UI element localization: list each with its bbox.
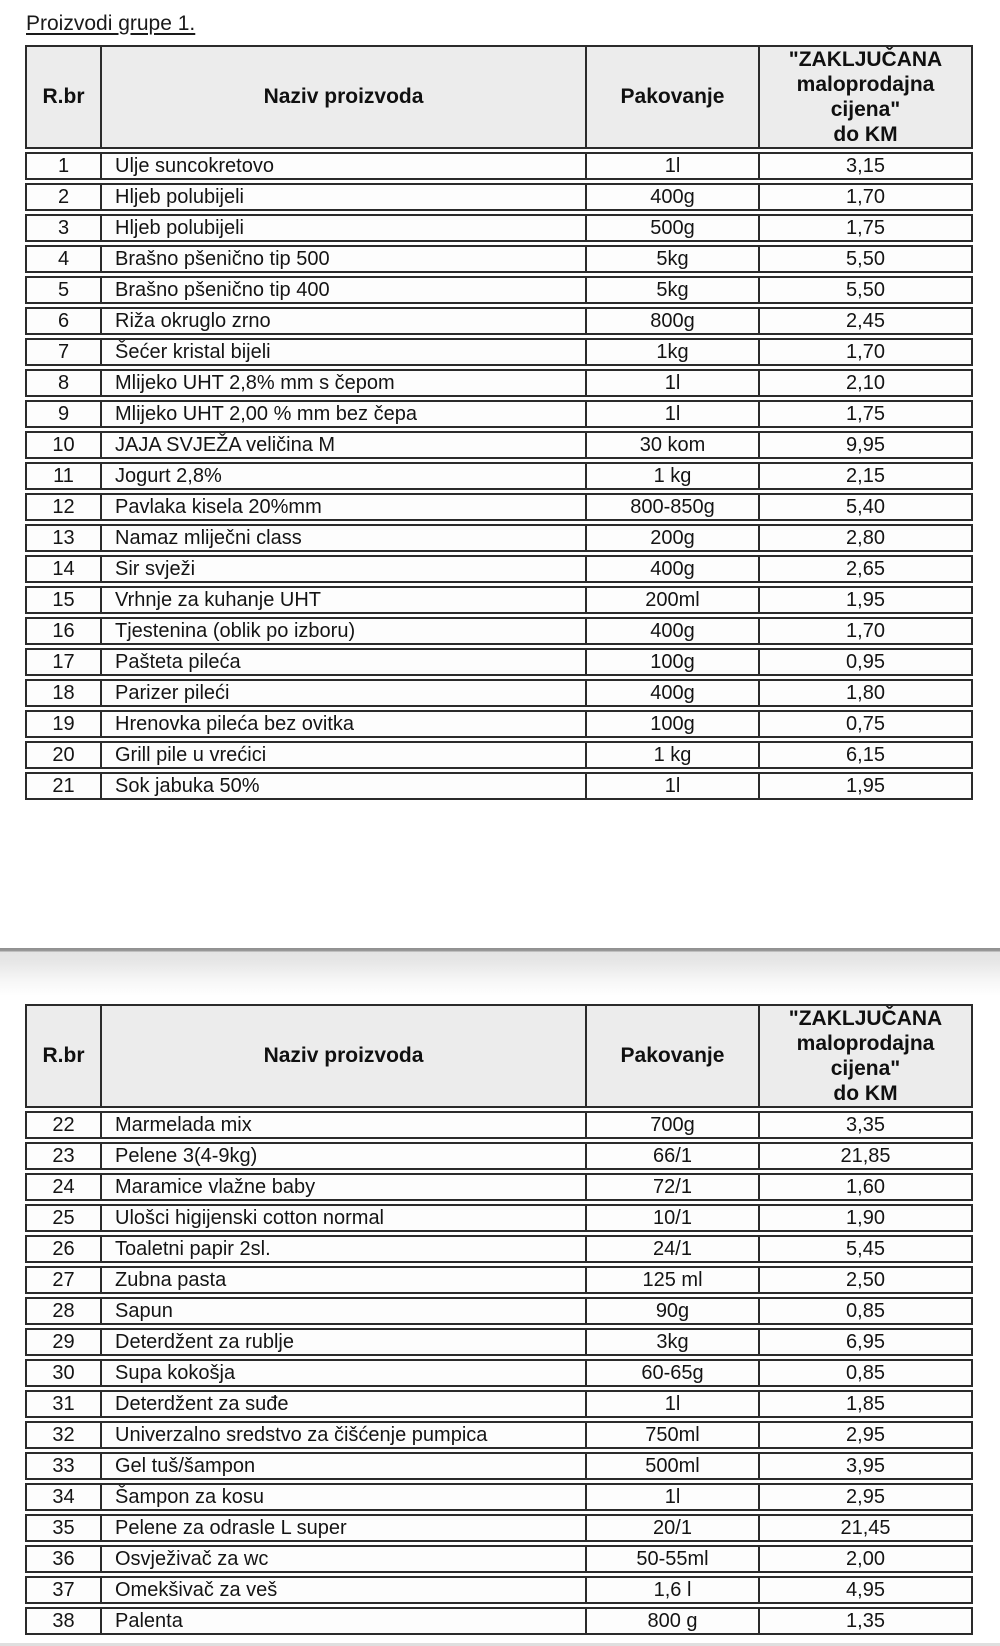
product-name-cell: Hljeb polubijeli [100,214,585,242]
packaging-cell: 400g [585,555,758,583]
table2-body [25,1111,973,1635]
packaging-cell: 1 kg [585,741,758,769]
price-cell: 21,45 [758,1514,973,1542]
product-name-cell: Supa kokošja [100,1359,585,1387]
row-number-cell: 33 [25,1452,100,1480]
col-header-pack: Pakovanje [585,45,758,149]
table-row [25,493,973,521]
row-number-cell: 20 [25,741,100,769]
table-row [25,772,973,800]
table-row [25,1452,973,1480]
price-cell: 2,15 [758,462,973,490]
packaging-cell: 1kg [585,338,758,366]
product-name-cell: Pelene 3(4-9kg) [100,1142,585,1170]
row-number-cell: 25 [25,1204,100,1232]
table-row [25,1390,973,1418]
row-number-cell: 16 [25,617,100,645]
page-title: Proizvodi grupe 1. [26,12,196,35]
product-name-cell: Sok jabuka 50% [100,772,585,800]
price-cell: 6,15 [758,741,973,769]
price-cell: 2,50 [758,1266,973,1294]
price-cell: 1,90 [758,1204,973,1232]
product-name-cell: Šampon za kosu [100,1483,585,1511]
product-name-cell: Gel tuš/šampon [100,1452,585,1480]
row-number-cell: 18 [25,679,100,707]
price-cell: 1,70 [758,338,973,366]
packaging-cell: 1l [585,369,758,397]
table-row [25,617,973,645]
product-name-cell: Omekšivač za veš [100,1576,585,1604]
product-name-cell: Univerzalno sredstvo za čišćenje pumpica [100,1421,585,1449]
product-name-cell: Tjestenina (oblik po izboru) [100,617,585,645]
table-row [25,307,973,335]
packaging-cell: 1l [585,1390,758,1418]
row-number-cell: 10 [25,431,100,459]
table-row [25,1204,973,1232]
col-header-rbr: R.br [25,45,100,149]
page-break-divider [0,948,1000,996]
price-cell: 2,95 [758,1483,973,1511]
packaging-cell: 400g [585,617,758,645]
table2-header [25,1004,973,1108]
price-cell: 2,95 [758,1421,973,1449]
row-number-cell: 35 [25,1514,100,1542]
row-number-cell: 11 [25,462,100,490]
packaging-cell: 66/1 [585,1142,758,1170]
packaging-cell: 20/1 [585,1514,758,1542]
row-number-cell: 24 [25,1173,100,1201]
price-cell: 1,95 [758,586,973,614]
price-cell: 5,45 [758,1235,973,1263]
price-cell: 2,45 [758,307,973,335]
table-row [25,741,973,769]
table-row [25,1266,973,1294]
table-row [25,1328,973,1356]
product-name-cell: Palenta [100,1607,585,1635]
table-row [25,1359,973,1387]
row-number-cell: 15 [25,586,100,614]
packaging-cell: 100g [585,648,758,676]
packaging-cell: 1l [585,1483,758,1511]
packaging-cell: 750ml [585,1421,758,1449]
packaging-cell: 1,6 l [585,1576,758,1604]
product-name-cell: Sir svježi [100,555,585,583]
product-name-cell: Marmelada mix [100,1111,585,1139]
table-row [25,338,973,366]
packaging-cell: 400g [585,183,758,211]
product-name-cell: Vrhnje za kuhanje UHT [100,586,585,614]
price-header-line2: maloprodajna [796,1032,935,1055]
packaging-cell: 1l [585,772,758,800]
table-row [25,431,973,459]
row-number-cell: 27 [25,1266,100,1294]
price-cell: 0,85 [758,1359,973,1387]
price-cell: 1,70 [758,617,973,645]
packaging-cell: 800-850g [585,493,758,521]
price-cell: 1,80 [758,679,973,707]
header-row [25,45,973,149]
row-number-cell: 12 [25,493,100,521]
packaging-cell: 3kg [585,1328,758,1356]
product-name-cell: Ulje suncokretovo [100,152,585,180]
price-cell: 1,60 [758,1173,973,1201]
table-row [25,1297,973,1325]
row-number-cell: 8 [25,369,100,397]
table-row [25,152,973,180]
table-row [25,1514,973,1542]
price-cell: 1,35 [758,1607,973,1635]
row-number-cell: 4 [25,245,100,273]
row-number-cell: 29 [25,1328,100,1356]
row-number-cell: 36 [25,1545,100,1573]
row-number-cell: 21 [25,772,100,800]
products-table-group1 [25,42,973,803]
packaging-cell: 800 g [585,1607,758,1635]
price-cell: 5,40 [758,493,973,521]
product-name-cell: Pavlaka kisela 20%mm [100,493,585,521]
row-number-cell: 17 [25,648,100,676]
row-number-cell: 6 [25,307,100,335]
price-cell: 2,65 [758,555,973,583]
row-number-cell: 14 [25,555,100,583]
product-name-cell: Zubna pasta [100,1266,585,1294]
row-number-cell: 1 [25,152,100,180]
table-row [25,462,973,490]
packaging-cell: 60-65g [585,1359,758,1387]
product-name-cell: Pašteta pileća [100,648,585,676]
col-header-name: Naziv proizvoda [100,45,585,149]
product-name-cell: Mlijeko UHT 2,8% mm s čepom [100,369,585,397]
row-number-cell: 9 [25,400,100,428]
price-cell: 3,35 [758,1111,973,1139]
row-number-cell: 22 [25,1111,100,1139]
product-name-cell: Toaletni papir 2sl. [100,1235,585,1263]
product-name-cell: Jogurt 2,8% [100,462,585,490]
row-number-cell: 7 [25,338,100,366]
price-header-line2: maloprodajna [796,73,935,96]
packaging-cell: 400g [585,679,758,707]
row-number-cell: 23 [25,1142,100,1170]
price-header-line4: do KM [833,1082,898,1105]
price-cell: 5,50 [758,276,973,304]
table-row [25,648,973,676]
row-number-cell: 2 [25,183,100,211]
table-row [25,1483,973,1511]
row-number-cell: 5 [25,276,100,304]
row-number-cell: 34 [25,1483,100,1511]
row-number-cell: 30 [25,1359,100,1387]
table-row [25,1111,973,1139]
packaging-cell: 125 ml [585,1266,758,1294]
product-name-cell: Hljeb polubijeli [100,183,585,211]
table-row [25,586,973,614]
table-row [25,555,973,583]
table-row [25,1142,973,1170]
packaging-cell: 50-55ml [585,1545,758,1573]
product-name-cell: Brašno pšenično tip 500 [100,245,585,273]
packaging-cell: 800g [585,307,758,335]
price-cell: 0,95 [758,648,973,676]
table-row [25,1545,973,1573]
price-cell: 4,95 [758,1576,973,1604]
price-cell: 5,50 [758,245,973,273]
product-name-cell: Parizer pileći [100,679,585,707]
table-row [25,1576,973,1604]
price-cell: 1,75 [758,400,973,428]
row-number-cell: 26 [25,1235,100,1263]
table-row [25,1607,973,1635]
packaging-cell: 24/1 [585,1235,758,1263]
packaging-cell: 100g [585,710,758,738]
table-row [25,400,973,428]
col-header-price [758,45,973,149]
product-name-cell: Deterdžent za rublje [100,1328,585,1356]
price-cell: 2,00 [758,1545,973,1573]
price-cell: 3,15 [758,152,973,180]
packaging-cell: 1l [585,400,758,428]
price-cell: 1,70 [758,183,973,211]
row-number-cell: 13 [25,524,100,552]
table-row [25,524,973,552]
product-name-cell: Maramice vlažne baby [100,1173,585,1201]
packaging-cell: 700g [585,1111,758,1139]
col-header-pack: Pakovanje [585,1004,758,1108]
table-row [25,183,973,211]
price-cell: 21,85 [758,1142,973,1170]
price-cell: 9,95 [758,431,973,459]
price-header-line4: do KM [833,123,898,146]
product-name-cell: Riža okruglo zrno [100,307,585,335]
product-name-cell: Šećer kristal bijeli [100,338,585,366]
table-row [25,1235,973,1263]
price-cell: 2,10 [758,369,973,397]
row-number-cell: 28 [25,1297,100,1325]
products-table-group1-continued [25,1001,973,1638]
table1-header [25,45,973,149]
table-row [25,369,973,397]
price-header-line3: cijena" [830,98,901,121]
row-number-cell: 19 [25,710,100,738]
table1-body [25,152,973,800]
packaging-cell: 200g [585,524,758,552]
row-number-cell: 31 [25,1390,100,1418]
packaging-cell: 5kg [585,245,758,273]
price-cell: 1,85 [758,1390,973,1418]
packaging-cell: 72/1 [585,1173,758,1201]
packaging-cell: 500g [585,214,758,242]
product-name-cell: Ulošci higijenski cotton normal [100,1204,585,1232]
col-header-rbr: R.br [25,1004,100,1108]
price-cell: 1,95 [758,772,973,800]
table-row [25,1421,973,1449]
table-row [25,679,973,707]
product-name-cell: Hrenovka pileća bez ovitka [100,710,585,738]
product-name-cell: Brašno pšenično tip 400 [100,276,585,304]
table-row [25,276,973,304]
product-name-cell: Grill pile u vrećici [100,741,585,769]
price-header-line3: cijena" [830,1057,901,1080]
table-row [25,245,973,273]
table-row [25,214,973,242]
packaging-cell: 30 kom [585,431,758,459]
product-name-cell: Osvježivač za wc [100,1545,585,1573]
packaging-cell: 500ml [585,1452,758,1480]
packaging-cell: 200ml [585,586,758,614]
packaging-cell: 1 kg [585,462,758,490]
price-cell: 2,80 [758,524,973,552]
price-header-line1: "ZAKLJUČANA [788,48,943,71]
product-name-cell: Sapun [100,1297,585,1325]
price-cell: 0,85 [758,1297,973,1325]
row-number-cell: 32 [25,1421,100,1449]
packaging-cell: 90g [585,1297,758,1325]
header-row [25,1004,973,1108]
packaging-cell: 5kg [585,276,758,304]
price-cell: 0,75 [758,710,973,738]
table-row [25,1173,973,1201]
table-row [25,710,973,738]
product-name-cell: Mlijeko UHT 2,00 % mm bez čepa [100,400,585,428]
packaging-cell: 1l [585,152,758,180]
price-cell: 3,95 [758,1452,973,1480]
row-number-cell: 3 [25,214,100,242]
product-name-cell: Deterdžent za suđe [100,1390,585,1418]
price-header-line1: "ZAKLJUČANA [788,1007,943,1030]
row-number-cell: 38 [25,1607,100,1635]
product-name-cell: JAJA SVJEŽA veličina M [100,431,585,459]
product-name-cell: Pelene za odrasle L super [100,1514,585,1542]
packaging-cell: 10/1 [585,1204,758,1232]
price-cell: 6,95 [758,1328,973,1356]
price-cell: 1,75 [758,214,973,242]
col-header-price [758,1004,973,1108]
row-number-cell: 37 [25,1576,100,1604]
product-name-cell: Namaz mliječni class [100,524,585,552]
col-header-name: Naziv proizvoda [100,1004,585,1108]
